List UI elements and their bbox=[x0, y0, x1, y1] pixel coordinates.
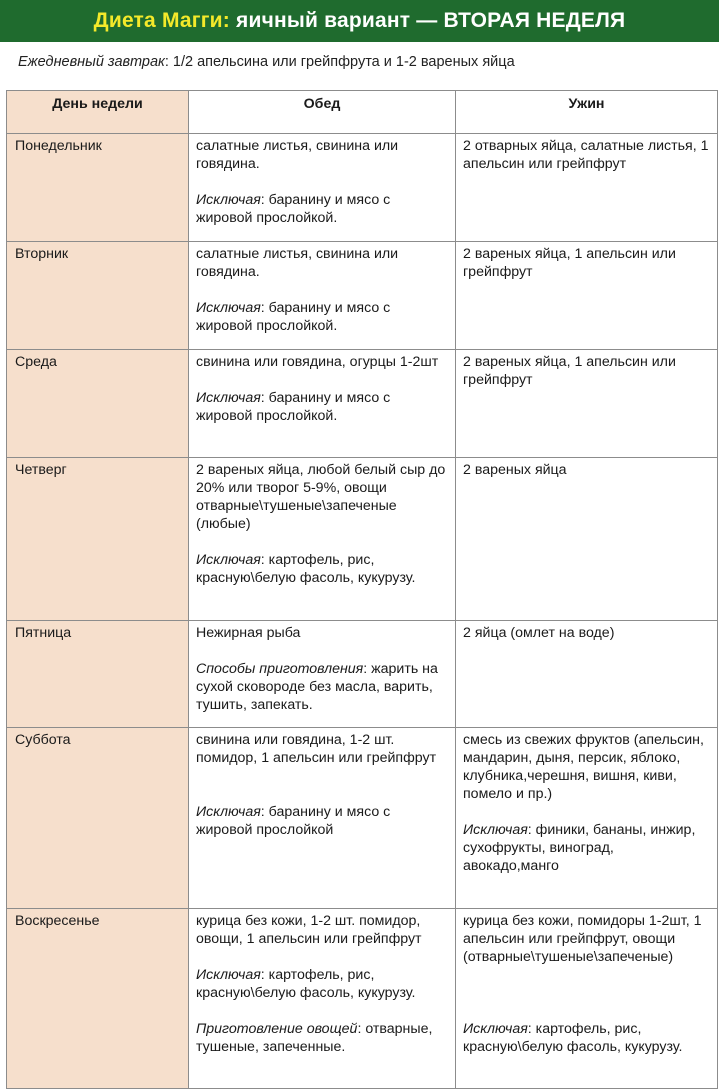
exclusion-label: Исключая bbox=[196, 967, 261, 983]
page-title-banner bbox=[0, 0, 719, 42]
lunch-cell bbox=[189, 350, 456, 458]
table-row bbox=[7, 242, 718, 350]
table-row bbox=[7, 728, 718, 909]
header-dinner: Ужин bbox=[456, 91, 718, 134]
table-row bbox=[7, 134, 718, 242]
lunch-text: свинина или говядина, 1-2 шт. помидор, 1 апельсин или грейпфрут bbox=[196, 732, 437, 766]
dinner-cell: 2 вареных яйца, 1 апельсин или грейпфрут bbox=[456, 242, 718, 350]
lunch-exclusion bbox=[196, 191, 448, 227]
dinner-text: смесь из свежих фруктов (апельсин, мандарин, дыня, персик, яблоко, клубника,черешня, вишня, киви, помело и пр.) bbox=[463, 732, 704, 802]
exclusion-label: Исключая bbox=[196, 192, 261, 208]
day-cell: Вторник bbox=[7, 242, 189, 350]
exclusion-label: Исключая bbox=[196, 804, 261, 820]
lunch-text: салатные листья, свинина или говядина. bbox=[196, 246, 399, 280]
lunch-text: салатные листья, свинина или говядина. bbox=[196, 138, 399, 172]
day-cell: Пятница bbox=[7, 621, 189, 728]
title-variant: яичный вариант — ВТОРАЯ НЕДЕЛЯ bbox=[236, 9, 626, 32]
exclusion-text: : баранину и мясо с жировой прослойкой. bbox=[196, 390, 391, 424]
title-diet-name: Диета Магги: bbox=[93, 9, 230, 32]
exclusion-label: Исключая bbox=[196, 390, 261, 406]
breakfast-label: Ежедневный завтрак bbox=[18, 54, 165, 70]
cooking-label: Приготовление овощей bbox=[196, 1021, 358, 1037]
exclusion-label: Исключая bbox=[463, 822, 528, 838]
exclusion-text: : баранину и мясо с жировой прослойкой. bbox=[196, 300, 391, 334]
exclusion-label: Способы приготовления bbox=[196, 661, 364, 677]
lunch-cell bbox=[189, 909, 456, 1089]
daily-breakfast-note bbox=[18, 54, 515, 70]
day-cell: Четверг bbox=[7, 458, 189, 621]
cooking-text: : отварные, тушеные, запеченные. bbox=[196, 1021, 433, 1055]
lunch-text: Нежирная рыба bbox=[196, 625, 301, 641]
dinner-exclusion bbox=[463, 821, 710, 875]
day-cell: Суббота bbox=[7, 728, 189, 909]
lunch-exclusion bbox=[196, 551, 448, 587]
dinner-cell bbox=[456, 728, 718, 909]
lunch-exclusion bbox=[196, 660, 448, 714]
lunch-cell bbox=[189, 134, 456, 242]
lunch-exclusion bbox=[196, 803, 448, 839]
table-row bbox=[7, 350, 718, 458]
breakfast-text: : 1/2 апельсина или грейпфрута и 1-2 вареных яйца bbox=[164, 54, 515, 70]
exclusion-text: : картофель, рис, красную\белую фасоль, кукурузу. bbox=[463, 1021, 683, 1055]
dinner-cell: 2 вареных яйца bbox=[456, 458, 718, 621]
table-row bbox=[7, 909, 718, 1089]
exclusion-text: : картофель, рис, красную\белую фасоль, кукурузу. bbox=[196, 967, 416, 1001]
day-cell: Воскресенье bbox=[7, 909, 189, 1089]
exclusion-label: Исключая bbox=[196, 552, 261, 568]
lunch-exclusion bbox=[196, 389, 448, 425]
lunch-text: свинина или говядина, огурцы 1-2шт bbox=[196, 354, 439, 370]
dinner-cell bbox=[456, 909, 718, 1089]
lunch-cell bbox=[189, 621, 456, 728]
day-cell: Понедельник bbox=[7, 134, 189, 242]
dinner-exclusion bbox=[463, 1020, 710, 1056]
day-cell: Среда bbox=[7, 350, 189, 458]
table-row bbox=[7, 458, 718, 621]
lunch-cell bbox=[189, 242, 456, 350]
weekly-menu-table bbox=[6, 90, 718, 1089]
lunch-cell bbox=[189, 728, 456, 909]
header-lunch: Обед bbox=[189, 91, 456, 134]
table-header-row bbox=[7, 91, 718, 134]
exclusion-label: Исключая bbox=[196, 300, 261, 316]
exclusion-text: : жарить на сухой сковороде без масла, варить, тушить, запекать. bbox=[196, 661, 438, 713]
lunch-text: 2 вареных яйца, любой белый сыр до 20% или творог 5-9%, овощи отварные\тушеные\запеченые (любые) bbox=[196, 462, 446, 532]
dinner-cell: 2 яйца (омлет на воде) bbox=[456, 621, 718, 728]
header-day: День недели bbox=[7, 91, 189, 134]
lunch-cooking-note bbox=[196, 1020, 448, 1056]
exclusion-text: : баранину и мясо с жировой прослойкой bbox=[196, 804, 391, 838]
dinner-cell: 2 отварных яйца, салатные листья, 1 апельсин или грейпфрут bbox=[456, 134, 718, 242]
lunch-exclusion bbox=[196, 966, 448, 1002]
exclusion-label: Исключая bbox=[463, 1021, 528, 1037]
exclusion-text: : финики, бананы, инжир, сухофрукты, виноград, авокадо,манго bbox=[463, 822, 696, 874]
exclusion-text: : картофель, рис, красную\белую фасоль, кукурузу. bbox=[196, 552, 416, 586]
lunch-text: курица без кожи, 1-2 шт. помидор, овощи, 1 апельсин или грейпфрут bbox=[196, 913, 422, 947]
dinner-text: курица без кожи, помидоры 1-2шт, 1 апельсин или грейпфрут, овощи (отварные\тушеные\запеченые) bbox=[463, 913, 702, 965]
exclusion-text: : баранину и мясо с жировой прослойкой. bbox=[196, 192, 391, 226]
dinner-cell: 2 вареных яйца, 1 апельсин или грейпфрут bbox=[456, 350, 718, 458]
lunch-cell bbox=[189, 458, 456, 621]
table-row bbox=[7, 621, 718, 728]
lunch-exclusion bbox=[196, 299, 448, 335]
